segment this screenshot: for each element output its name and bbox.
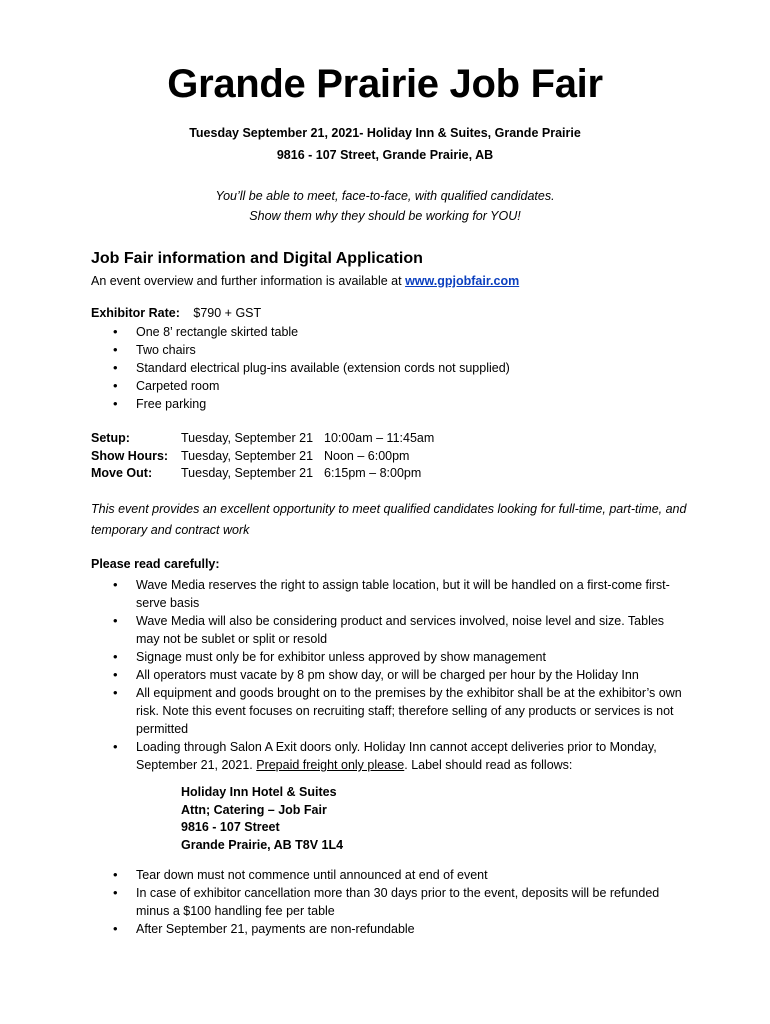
list-item: • Two chairs [113, 341, 510, 359]
address-line: Holiday Inn Hotel & Suites [181, 785, 337, 799]
prepaid-freight-note: Prepaid freight only please [256, 758, 405, 772]
address-line: Attn; Catering – Job Fair [181, 802, 327, 817]
schedule-time: 10:00am – 11:45am [324, 431, 435, 445]
overview-text: An event overview and further information is available at [91, 274, 406, 288]
final-rules-list [113, 866, 683, 938]
schedule-table [91, 430, 434, 483]
schedule-time: 6:15pm – 8:00pm [324, 466, 422, 480]
page-title: Grande Prairie Job Fair [167, 62, 603, 106]
list-item: • Standard electrical plug-ins available (extension cords not supplied) [113, 359, 510, 377]
list-item: • All equipment and goods brought on to the premises by the exhibitor shall be at the exhibitor’s own risk. Note this event focuses on recruiting staff; therefore selling of any products or services is not permitted [113, 684, 683, 738]
website-link[interactable]: www.gpjobfair.com [405, 274, 520, 288]
schedule-label: Show Hours: [91, 448, 169, 463]
exhibitor-rate-line [91, 306, 261, 320]
exhibitor-rate-value: $790 + GST [193, 306, 262, 320]
schedule-day: Tuesday, September 21 [181, 448, 314, 463]
opportunity-paragraph: This event provides an excellent opportunity to meet qualified candidates looking for full-time, part-time, and temporary and contract work [91, 502, 687, 537]
rules-list [113, 576, 683, 774]
list-item: • Wave Media reserves the right to assign table location, but it will be handled on a first-come first-serve basis [113, 576, 683, 612]
table-row [91, 448, 434, 466]
schedule-label: Setup: [91, 431, 130, 445]
address-line: 9816 - 107 Street [181, 820, 280, 834]
table-row [91, 465, 434, 483]
list-item: • Carpeted room [113, 377, 510, 395]
shipping-address [181, 784, 343, 854]
list-item: • Free parking [113, 395, 510, 413]
exhibitor-includes-list [113, 323, 510, 413]
event-address-line: 9816 - 107 Street, Grande Prairie, AB [276, 148, 494, 162]
schedule-time: Noon – 6:00pm [324, 448, 410, 463]
schedule-label: Move Out: [91, 466, 153, 480]
rules-heading: Please read carefully: [91, 557, 220, 571]
list-item: • Wave Media will also be considering product and services involved, noise level and size. Tables may not be sublet or split or resold [113, 612, 683, 648]
schedule-day: Tuesday, September 21 [181, 466, 314, 480]
address-line: Grande Prairie, AB T8V 1L4 [181, 837, 344, 852]
event-date-line: Tuesday September 21, 2021- Holiday Inn & Suites, Grande Prairie [189, 126, 581, 140]
list-item: • Tear down must not commence until announced at end of event [113, 866, 683, 884]
loading-text-end: . Label should read as follows: [404, 758, 573, 772]
intro-line-2: Show them why they should be working for YOU! [249, 209, 521, 223]
list-item: • Signage must only be for exhibitor unless approved by show management [113, 648, 683, 666]
intro-line-1: You’ll be able to meet, face-to-face, with qualified candidates. [215, 189, 555, 203]
section-heading: Job Fair information and Digital Application [91, 250, 423, 267]
loading-text: Loading through Salon A Exit doors only. Holiday Inn cannot accept deliveries prior to Monday, September 21, 2021. [136, 740, 657, 772]
list-item-loading [113, 738, 683, 774]
list-item: • All operators must vacate by 8 pm show day, or will be charged per hour by the Holiday Inn [113, 666, 683, 684]
table-row [91, 430, 434, 448]
list-item: • One 8’ rectangle skirted table [113, 323, 510, 341]
list-item: • In case of exhibitor cancellation more than 30 days prior to the event, deposits will be refunded minus a $100 handling fee per table [113, 884, 683, 920]
exhibitor-rate-label: Exhibitor Rate: [91, 306, 180, 320]
schedule-day: Tuesday, September 21 [181, 431, 314, 445]
list-item: • After September 21, payments are non-refundable [113, 920, 683, 938]
overview-line [91, 274, 519, 288]
